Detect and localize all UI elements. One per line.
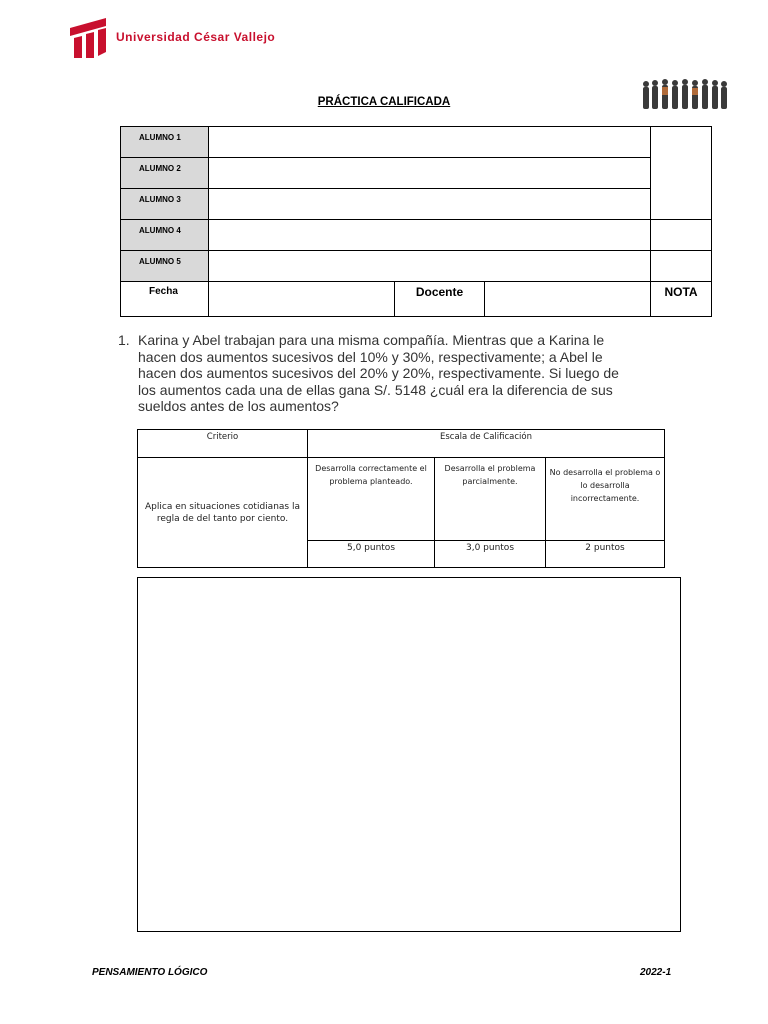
rubric-criterio-header: Criterio	[138, 430, 308, 458]
footer-term: 2022-1	[640, 967, 672, 978]
rubric-table	[137, 429, 665, 568]
nota-field[interactable]	[651, 127, 712, 220]
student-label-1: ALUMNO 1	[121, 127, 209, 158]
problem-text: Karina y Abel trabajan para una misma compañía. Mientras que a Karina le hacen dos aumentos sucesivos del 10% y 30%, respectivamente; a Abel le hacen dos aumentos sucesivos del 20% y 20%, respectivamente. Si luego de los aumentos cada una de ellas gana S/. 5148 ¿cuál era la diferencia de sus sueldos antes de los aumentos?	[138, 332, 619, 414]
rubric-escala-header: Escala de Calificación	[308, 430, 665, 458]
problem-1	[118, 332, 638, 415]
rubric-level-3-desc: No desarrolla el problema o lo desarrolla incorrectamente.	[546, 458, 665, 541]
footer-course: PENSAMIENTO LÓGICO	[92, 967, 208, 978]
student-name-field-2[interactable]	[209, 158, 651, 189]
docente-label: Docente	[395, 282, 485, 317]
students-table	[120, 126, 712, 317]
university-name: Universidad César Vallejo	[116, 30, 276, 44]
page-title: PRÁCTICA CALIFICADA	[317, 96, 451, 108]
problem-number: 1.	[118, 332, 130, 348]
student-name-field-4[interactable]	[209, 220, 651, 251]
nota-extra-cell-5	[651, 251, 712, 282]
rubric-level-2-points: 3,0 puntos	[435, 541, 546, 568]
rubric-level-3-points: 2 puntos	[546, 541, 665, 568]
answer-box[interactable]	[137, 577, 681, 932]
rubric-criterio-text: Aplica en situaciones cotidianas la regla de del tanto por ciento.	[138, 458, 308, 568]
student-name-field-3[interactable]	[209, 189, 651, 220]
nota-label: NOTA	[651, 282, 712, 317]
student-name-field-5[interactable]	[209, 251, 651, 282]
docente-field[interactable]	[485, 282, 651, 317]
fecha-label: Fecha	[121, 282, 209, 317]
rubric-level-2-desc: Desarrolla el problema parcialmente.	[435, 458, 546, 541]
student-label-4: ALUMNO 4	[121, 220, 209, 251]
student-label-2: ALUMNO 2	[121, 158, 209, 189]
rubric-level-1-desc: Desarrolla correctamente el problema planteado.	[308, 458, 435, 541]
university-logo	[70, 18, 106, 58]
nota-extra-cell-4	[651, 220, 712, 251]
fecha-field[interactable]	[209, 282, 395, 317]
student-label-5: ALUMNO 5	[121, 251, 209, 282]
student-label-3: ALUMNO 3	[121, 189, 209, 220]
rubric-level-1-points: 5,0 puntos	[308, 541, 435, 568]
student-name-field-1[interactable]	[209, 127, 651, 158]
